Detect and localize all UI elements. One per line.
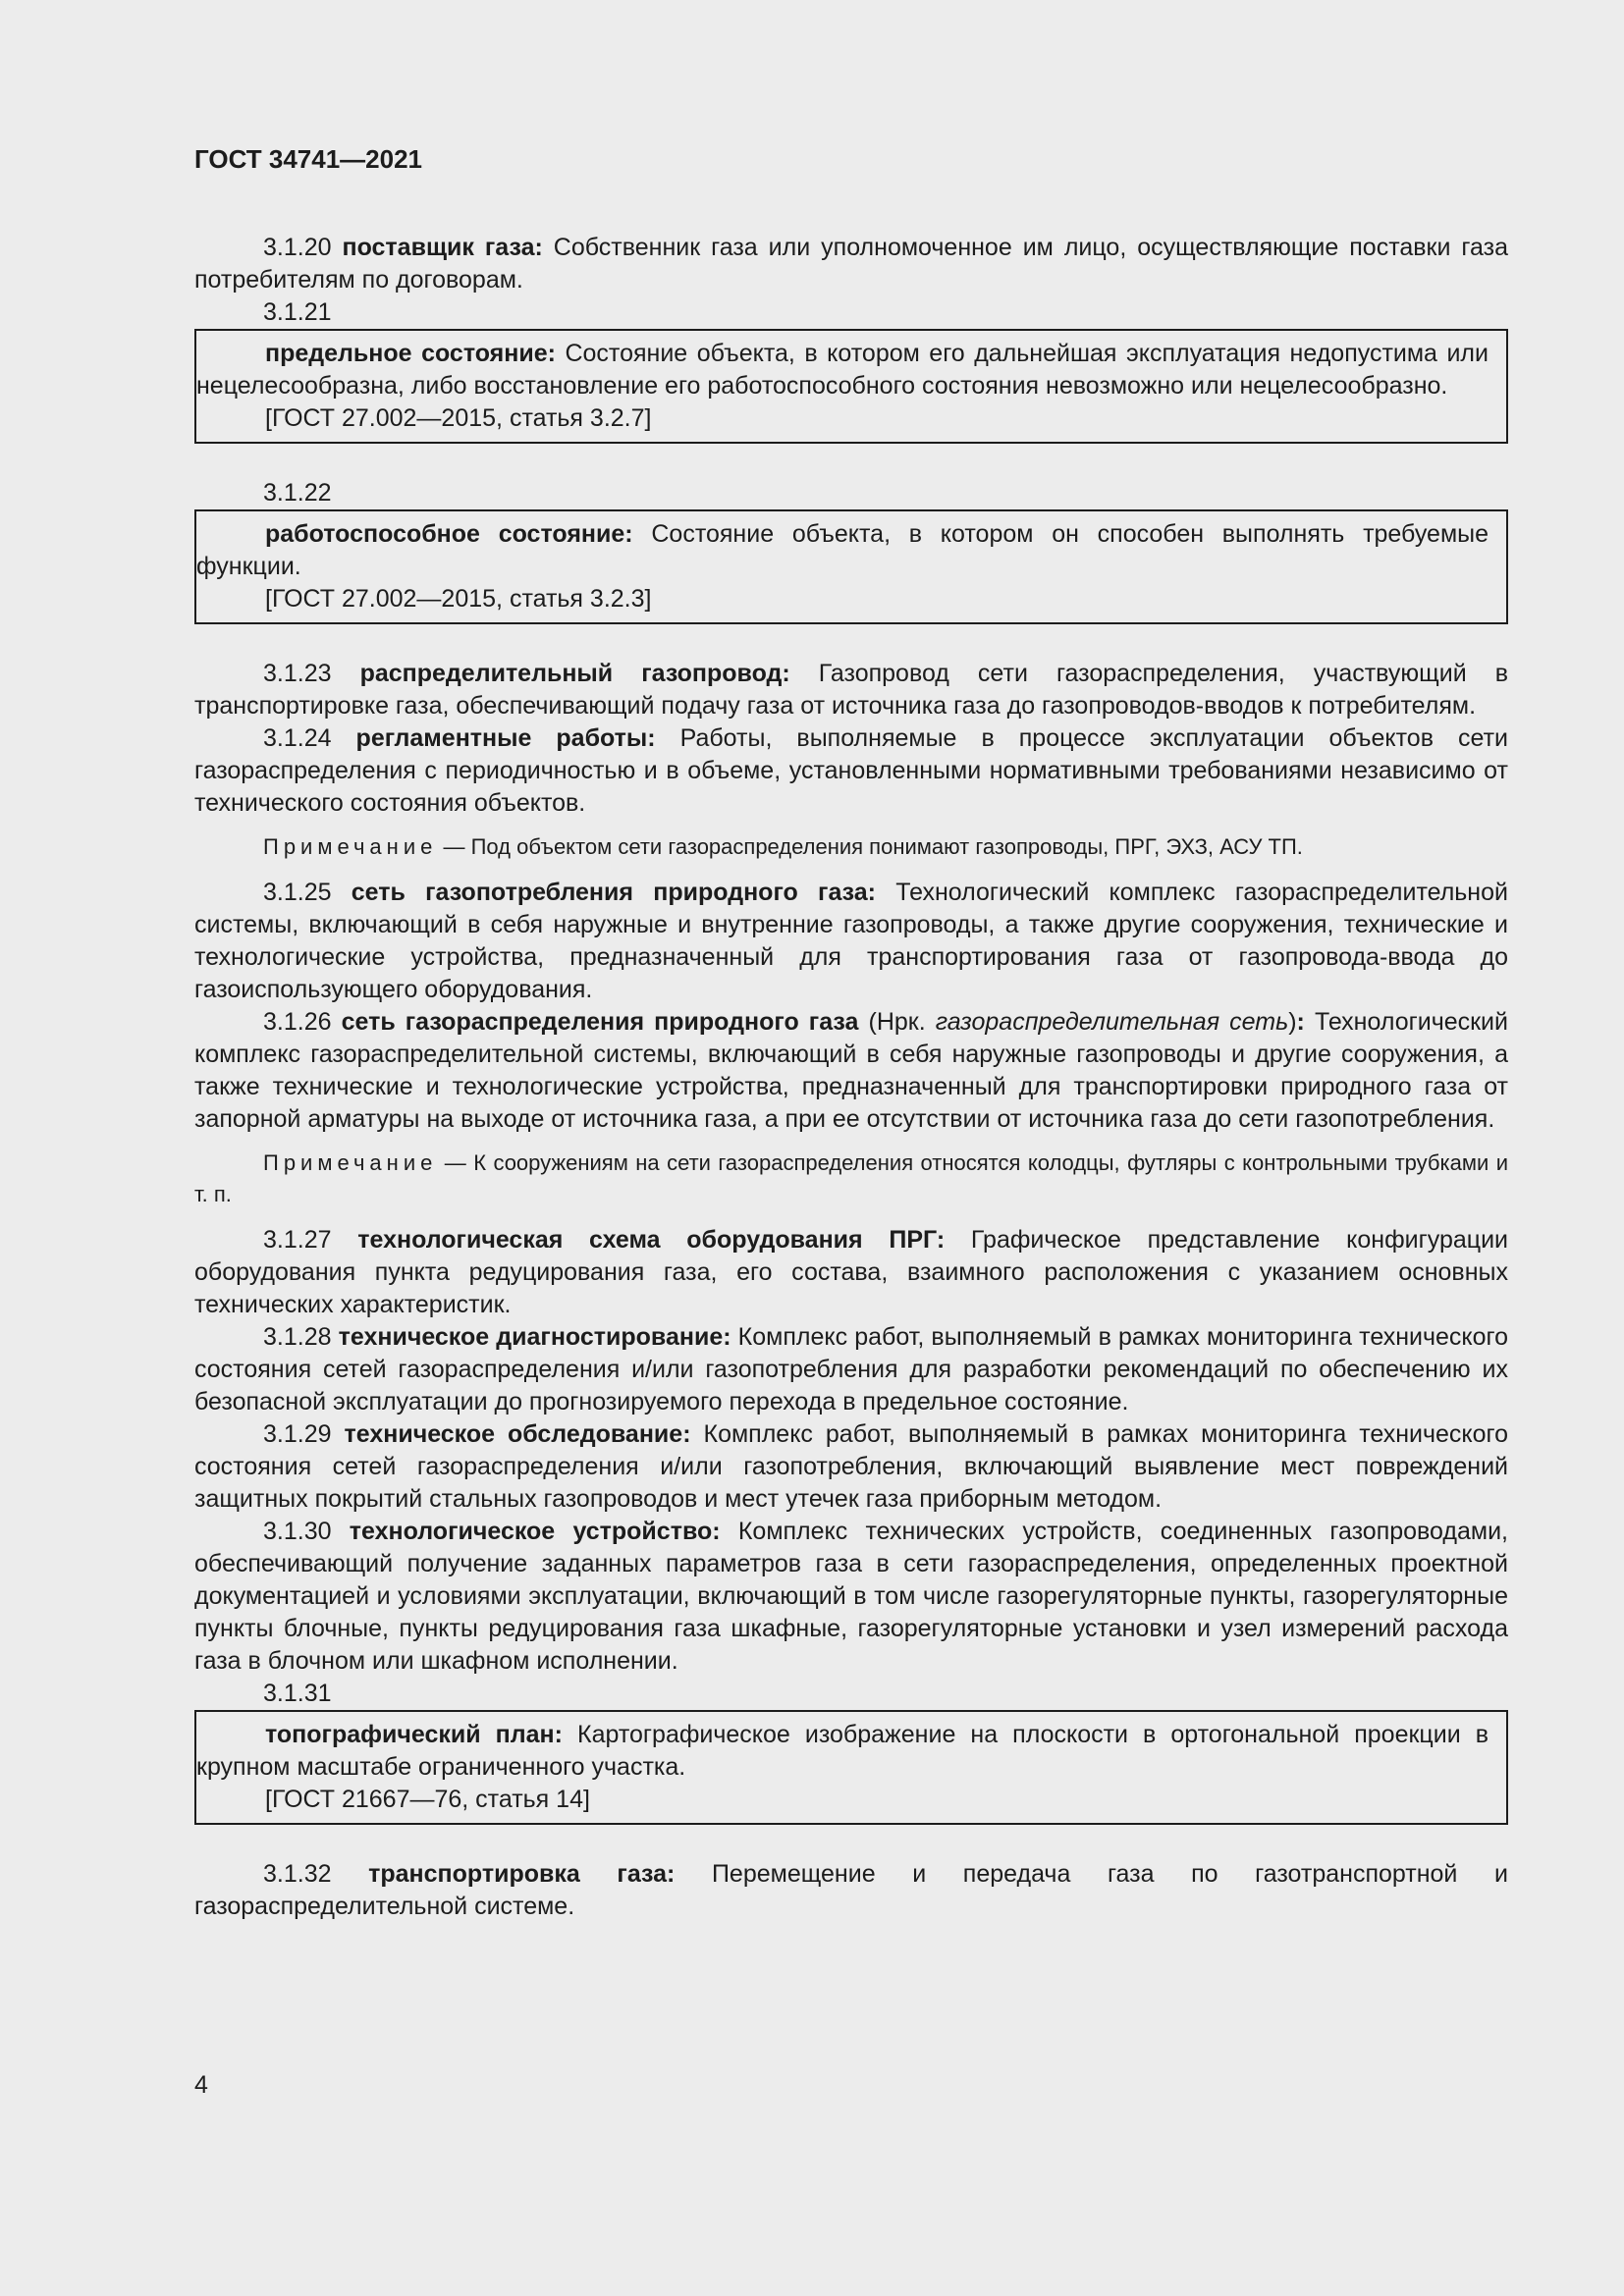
term-definition: Состояние объекта, в котором его дальнейшая эксплуатация недопустима или нецелесообразна, либо восстановление его работоспособного состояния невозможно или нецелесообразно. — [196, 340, 1489, 400]
term-source: [ГОСТ 27.002—2015, статья 3.2.3] — [265, 585, 652, 613]
term-number: 3.1.25 — [263, 879, 332, 906]
term-number: 3.1.20 — [263, 234, 332, 261]
note-1 — [194, 831, 1508, 863]
term-title: сеть газопотребления природного газа: — [351, 879, 876, 906]
term-3-1-30 — [194, 1516, 1508, 1678]
note-text: — Под объектом сети газораспределения понимают газопроводы, ПРГ, ЭХЗ, АСУ ТП. — [437, 834, 1303, 859]
term-number: 3.1.28 — [263, 1323, 332, 1351]
term-number: 3.1.30 — [263, 1518, 332, 1545]
term-source: [ГОСТ 27.002—2015, статья 3.2.7] — [265, 404, 652, 432]
note-text: — К сооружениям на сети газораспределения относятся колодцы, футляры с контрольными трубками и т. п. — [194, 1150, 1508, 1206]
term-title: регламентные работы: — [355, 724, 656, 752]
page-content — [194, 143, 1508, 1923]
term-number: 3.1.23 — [263, 660, 332, 687]
term-deprecated-prefix: (Нрк. — [858, 1008, 936, 1036]
term-title: техническое обследование: — [344, 1420, 691, 1448]
term-definition: Технологический комплекс газораспределительной системы, включающий в себя наружные газопроводы и другие сооружения, а также технические и технологические устройства, предназначенный для транспортировки природного газа от запорной арматуры на выходе от источника газа, а при ее отсутствии от источника газа до сети газопотребления. — [194, 1008, 1508, 1133]
term-title: технологическое устройство: — [349, 1518, 721, 1545]
term-number: 3.1.26 — [263, 1008, 332, 1036]
term-title: топографический план: — [265, 1721, 563, 1748]
term-title: технологическая схема оборудования ПРГ: — [357, 1226, 946, 1254]
term-3-1-20 — [194, 232, 1508, 296]
term-number: 3.1.29 — [263, 1420, 332, 1448]
term-number: 3.1.24 — [263, 724, 332, 752]
term-title: предельное состояние: — [265, 340, 556, 367]
document-header: ГОСТ 34741—2021 — [194, 144, 422, 174]
term-definition: Комплекс технических устройств, соединенных газопроводами, обеспечивающий получение заданных параметров газа в сети газораспределения, определенных проектной документацией и условиями эксплуатации, включающий в том числе газорегуляторные пункты, газорегуляторные пункты блочные, пункты редуцирования газа шкафные, газорегуляторные установки и узел измерений расхода газа в блочном или шкафном исполнении. — [194, 1518, 1508, 1675]
term-title: работоспособное состояние: — [265, 520, 633, 548]
term-3-1-25 — [194, 877, 1508, 1006]
term-number-3-1-22: 3.1.22 — [263, 479, 332, 507]
term-definition: Работы, выполняемые в процессе эксплуатации объектов сети газораспределения с периодичностью и в объеме, установленными нормативными требованиями независимо от технического состояния объектов. — [194, 724, 1508, 817]
term-3-1-27 — [194, 1224, 1508, 1321]
term-number: 3.1.27 — [263, 1226, 332, 1254]
term-definition: Газопровод сети газораспределения, участвующий в транспортировке газа, обеспечивающий подачу газа от источника газа до газопроводов-вводов к потребителям. — [194, 660, 1508, 720]
term-title: сеть газораспределения природного газа — [341, 1008, 859, 1036]
note-2 — [194, 1148, 1508, 1210]
term-3-1-24 — [194, 722, 1508, 820]
term-definition: Состояние объекта, в котором он способен выполнять требуемые функции. — [196, 520, 1489, 580]
term-number-3-1-21: 3.1.21 — [263, 298, 332, 326]
term-definition: Собственник газа или уполномоченное им лицо, осуществляющие поставки газа потребителям по договорам. — [194, 234, 1508, 294]
term-3-1-21 — [196, 338, 1489, 402]
term-number-3-1-31: 3.1.31 — [263, 1680, 332, 1707]
term-colon: : — [1296, 1008, 1305, 1036]
quoted-term-box-3-1-21 — [194, 329, 1508, 444]
term-3-1-26 — [194, 1006, 1508, 1136]
page-number: 4 — [194, 2071, 208, 2099]
term-3-1-28 — [194, 1321, 1508, 1418]
term-definition: Технологический комплекс газораспределительной системы, включающий в себя наружные и внутренние газопроводы, а также другие сооружения, технические и технологические устройства, предназначенный для транспортирования газа от газопровода-ввода до газоиспользующего оборудования. — [194, 879, 1508, 1003]
note-label: Примечание — [263, 834, 438, 859]
term-deprecated-suffix: ) — [1288, 1008, 1297, 1036]
term-3-1-23 — [194, 658, 1508, 722]
term-definition: Картографическое изображение на плоскости в ортогональной проекции в крупном масштабе ограниченного участка. — [196, 1721, 1489, 1781]
term-number: 3.1.32 — [263, 1860, 332, 1888]
term-deprecated-synonym: газораспределительная сеть — [935, 1008, 1289, 1036]
term-3-1-29 — [194, 1418, 1508, 1516]
term-title: распределительный газопровод: — [359, 660, 790, 687]
term-title: техническое диагностирование: — [338, 1323, 731, 1351]
term-title: поставщик газа: — [342, 234, 543, 261]
term-title: транспортировка газа: — [368, 1860, 676, 1888]
quoted-term-box-3-1-31 — [194, 1710, 1508, 1825]
term-3-1-22 — [196, 518, 1489, 583]
term-definition: Графическое представление конфигурации оборудования пункта редуцирования газа, его состава, взаимного расположения с указанием основных технических характеристик. — [194, 1226, 1509, 1318]
term-definition: Перемещение и передача газа по газотранспортной и газораспределительной системе. — [194, 1860, 1508, 1920]
term-3-1-31 — [196, 1719, 1489, 1784]
term-source: [ГОСТ 21667—76, статья 14] — [265, 1786, 590, 1813]
term-definition: Комплекс работ, выполняемый в рамках мониторинга технического состояния сетей газораспределения и/или газопотребления, включающий выявление мест повреждений защитных покрытий стальных газопроводов и мест утечек газа приборным методом. — [194, 1420, 1509, 1513]
term-definition: Комплекс работ, выполняемый в рамках мониторинга технического состояния сетей газораспределения и/или газопотребления для разработки рекомендаций по обеспечению их безопасной эксплуатации до прогнозируемого перехода в предельное состояние. — [194, 1323, 1509, 1415]
quoted-term-box-3-1-22 — [194, 509, 1508, 624]
term-3-1-32 — [194, 1858, 1508, 1923]
note-label: Примечание — [263, 1150, 438, 1175]
